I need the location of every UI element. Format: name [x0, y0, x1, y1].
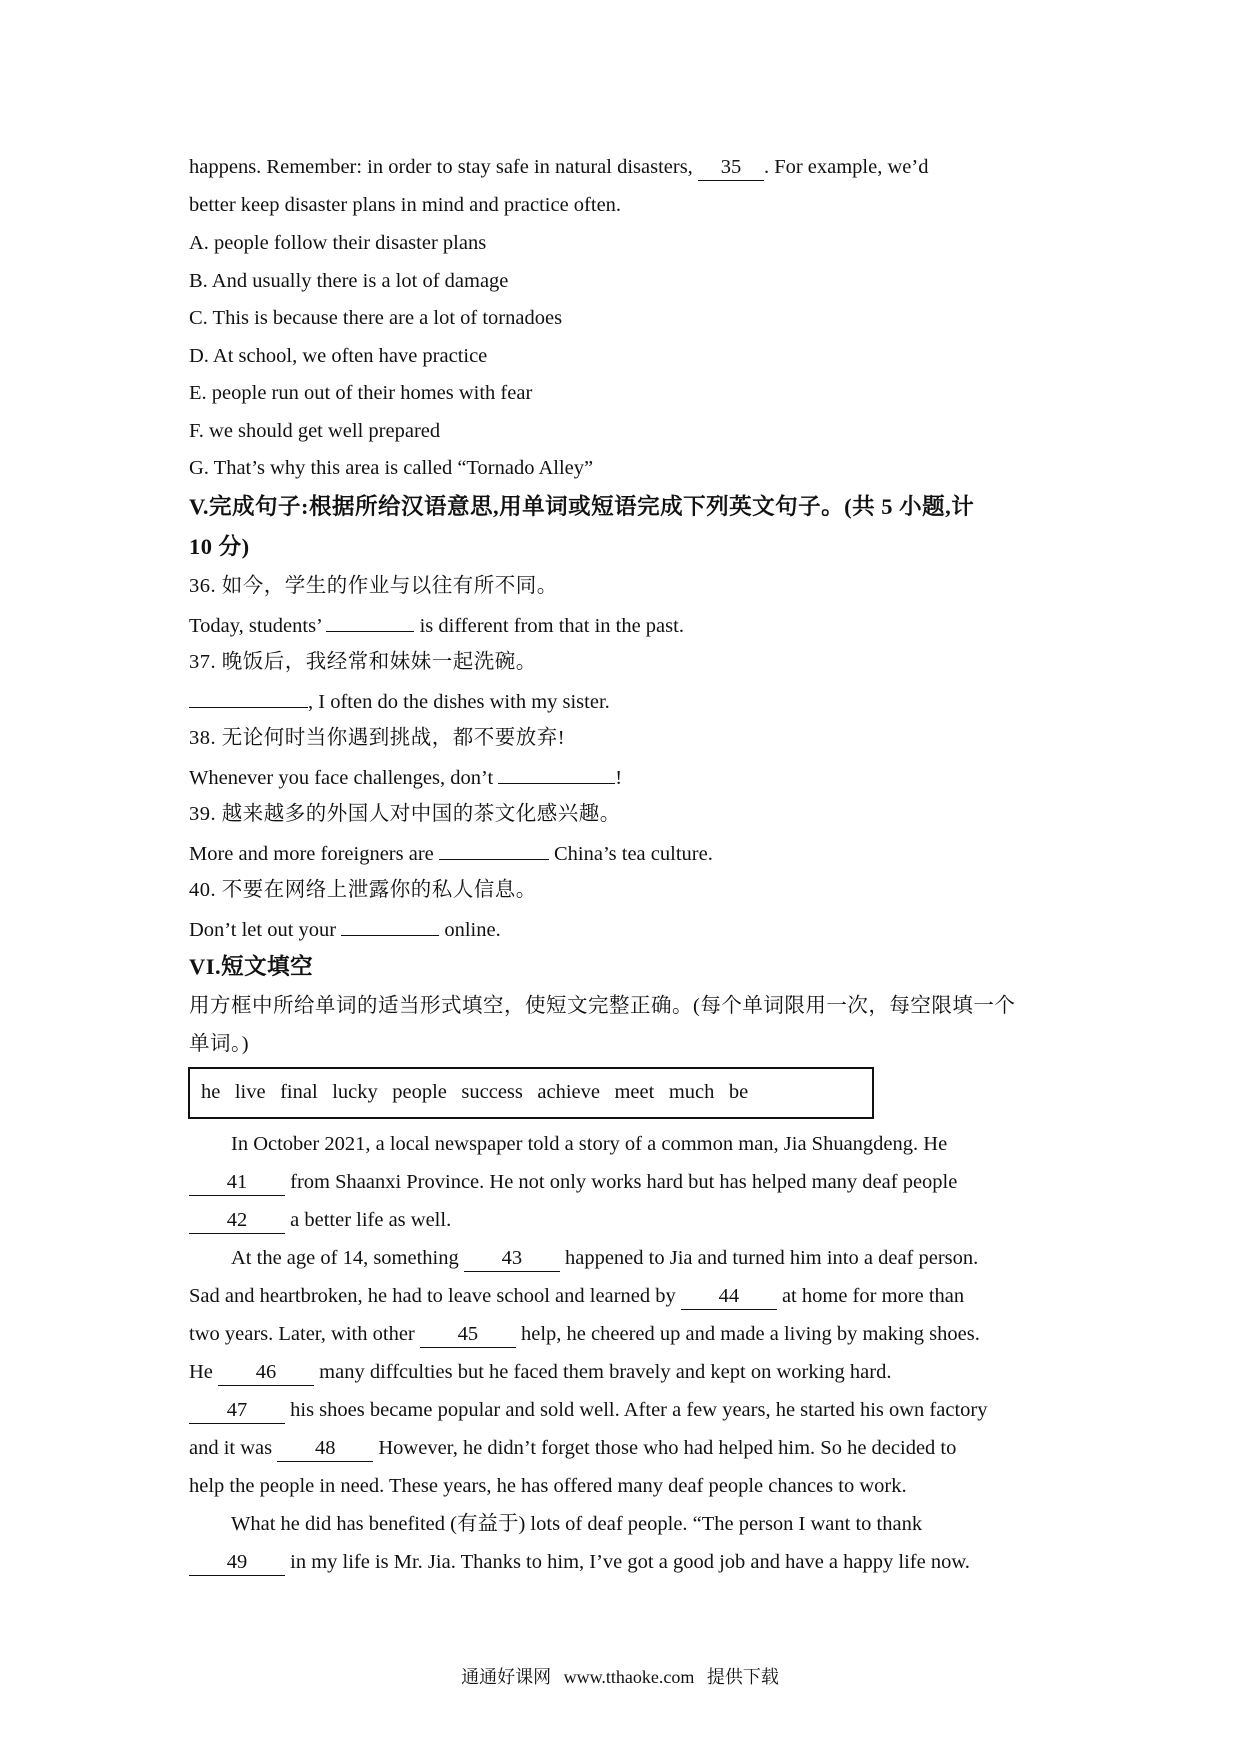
answer-blank-38[interactable]: [498, 757, 615, 784]
word-bank-item: final: [280, 1081, 318, 1103]
question-38-sentence: Whenever you face challenges, don’t !: [189, 757, 1069, 795]
question-36-sentence: Today, students’ is different from that in the past.: [189, 605, 1069, 643]
passage-line: help the people in need. These years, he has offered many deaf people chances to work.: [189, 1474, 907, 1497]
footer-url[interactable]: www.tthaoke.com: [563, 1667, 695, 1687]
question-36-prompt: 36. 如今，学生的作业与以往有所不同。: [189, 574, 558, 597]
answer-blank-35[interactable]: 35: [698, 154, 764, 181]
option-g: G. That’s why this area is called “Tornado Alley”: [189, 457, 594, 479]
section-6-instruction-cont: 单词。): [189, 1032, 250, 1055]
option-c: C. This is because there are a lot of tornadoes: [189, 307, 563, 329]
answer-blank-45[interactable]: 45: [420, 1321, 516, 1348]
passage-line: 42 a better life as well.: [189, 1201, 1069, 1239]
word-bank-item: live: [234, 1081, 266, 1103]
answer-blank-43[interactable]: 43: [464, 1245, 560, 1272]
word-bank-item: be: [728, 1081, 749, 1103]
question-37-sentence: , I often do the dishes with my sister.: [189, 681, 1069, 719]
question-39-sentence: More and more foreigners are China’s tea culture.: [189, 833, 1069, 871]
section-6-instruction: 用方框中所给单词的适当形式填空，使短文完整正确。(每个单词限用一次，每空限填一个: [189, 994, 1016, 1017]
question-38-prompt: 38. 无论何时当你遇到挑战，都不要放弃!: [189, 726, 566, 749]
question-39-prompt: 39. 越来越多的外国人对中国的茶文化感兴趣。: [189, 802, 621, 825]
passage-line: In October 2021, a local newspaper told a story of a common man, Jia Shuangdeng. He: [231, 1132, 948, 1155]
passage-line: 47 his shoes became popular and sold well. After a few years, he started his own factory: [189, 1391, 1069, 1429]
word-bank-item: people: [392, 1081, 447, 1103]
answer-blank-40[interactable]: [341, 909, 439, 936]
word-bank-item: meet: [614, 1081, 655, 1103]
answer-blank-46[interactable]: 46: [218, 1359, 314, 1386]
option-e: E. people run out of their homes with fear: [189, 382, 533, 404]
word-bank-item: much: [668, 1081, 715, 1103]
answer-blank-49[interactable]: 49: [189, 1549, 285, 1576]
passage-line: He 46 many diffculties but he faced them bravely and kept on working hard.: [189, 1353, 1069, 1391]
answer-blank-47[interactable]: 47: [189, 1397, 285, 1424]
cloze-passage: [189, 1125, 1069, 1581]
option-d: D. At school, we often have practice: [189, 344, 488, 367]
passage-line: At the age of 14, something 43 happened to Jia and turned him into a deaf person.: [189, 1239, 1069, 1277]
answer-blank-41[interactable]: 41: [189, 1169, 285, 1196]
passage-line: 49 in my life is Mr. Jia. Thanks to him, I’ve got a good job and have a happy life now.: [189, 1543, 1069, 1581]
question-40-sentence: Don’t let out your online.: [189, 909, 1069, 947]
option-f: F. we should get well prepared: [189, 419, 441, 442]
page-content: [189, 148, 1069, 1581]
passage-line: and it was 48 However, he didn’t forget those who had helped him. So he decided to: [189, 1429, 1069, 1467]
word-bank-item: success: [461, 1081, 523, 1103]
option-a: A. people follow their disaster plans: [189, 232, 487, 254]
answer-blank-44[interactable]: 44: [681, 1283, 777, 1310]
passage-line: two years. Later, with other 45 help, he cheered up and made a living by making shoes.: [189, 1315, 1069, 1353]
passage-line: better keep disaster plans in mind and practice often.: [189, 194, 622, 216]
footer-suffix: 提供下载: [706, 1667, 779, 1687]
question-37-prompt: 37. 晚饭后，我经常和妹妹一起洗碗。: [189, 650, 537, 673]
footer-site-name: 通通好课网: [461, 1667, 552, 1687]
section-6-heading: VI.短文填空: [189, 953, 314, 979]
passage-line: Sad and heartbroken, he had to leave school and learned by 44 at home for more than: [189, 1277, 1069, 1315]
page-footer: [0, 1662, 1240, 1692]
answer-blank-39[interactable]: [439, 833, 549, 860]
word-bank-item: lucky: [332, 1081, 378, 1103]
section-5-heading-cont: 10 分): [189, 533, 250, 559]
section-5-heading: V.完成句子:根据所给汉语意思,用单词或短语完成下列英文句子。(共 5 小题,计: [189, 493, 975, 519]
question-40-prompt: 40. 不要在网络上泄露你的私人信息。: [189, 878, 537, 901]
option-b: B. And usually there is a lot of damage: [189, 269, 509, 292]
answer-blank-48[interactable]: 48: [277, 1435, 373, 1462]
passage-line: What he did has benefited (有益于) lots of deaf people. “The person I want to thank: [231, 1512, 923, 1535]
passage-line: 41 from Shaanxi Province. He not only works hard but has helped many deaf people: [189, 1163, 1069, 1201]
word-bank-item: achieve: [537, 1081, 600, 1103]
word-bank-item: he: [201, 1081, 221, 1103]
answer-blank-42[interactable]: 42: [189, 1207, 285, 1234]
answer-blank-36[interactable]: [326, 605, 414, 632]
options-list: [189, 224, 1069, 487]
answer-blank-37[interactable]: [189, 681, 308, 708]
passage-line: happens. Remember: in order to stay safe in natural disasters, 35 . For example, we’d: [189, 148, 1069, 186]
word-bank-box: [188, 1067, 874, 1119]
